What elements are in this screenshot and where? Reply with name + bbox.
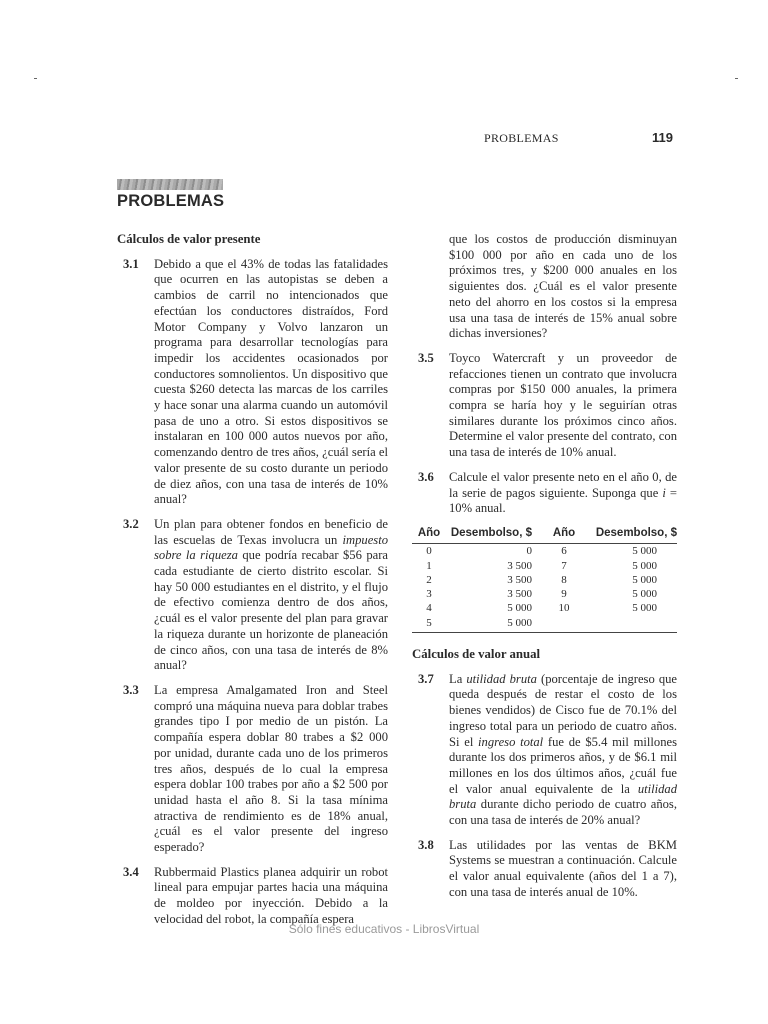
problem-text: Toyco Watercraft y un proveedor de refacciones tienen un contrato que involucra compras por $150 000 anuales, la primera compra se haría hoy y le seguirían otras similares durante los próximos cinco años. Determine el valor presente del contrato, con una tasa de interés de 10% anual. (449, 350, 677, 460)
table-row (412, 573, 677, 587)
problem-3-3 (117, 683, 388, 856)
problem-number: 3.8 (418, 837, 434, 852)
subheading-present-value: Cálculos de valor presente (117, 232, 261, 246)
table-row (412, 616, 677, 633)
problem-text: Calcule el valor presente neto en el año 0, de la serie de pagos siguiente. Suponga que i = 10% anual. (449, 469, 677, 516)
column-header: Desembolso, $ (586, 526, 677, 544)
problem-3-2 (117, 517, 388, 674)
problem-number: 3.6 (418, 469, 434, 484)
problem-3-7 (412, 672, 677, 829)
table-cell: 8 (561, 573, 567, 586)
problem-3-8 (412, 838, 677, 901)
table-cell (586, 616, 677, 633)
problem-text: Debido a que el 43% de todas las fatalidades que ocurren en las autopistas se deben a cambios de carril no intencionados que efectúan los conductores distraídos, Ford Motor Company y Volvo lanzaron un programa para desarrollar tecnologías para impedir los accidentes ocasionados por conductores somnolientos. Un dispositivo que cuesta $260 detecta las marcas de los carriles y hace sonar una alarma cuando un automóvil pasa de uno a otro. Si estos dispositivos se instalaran en 100 000 autos nuevos por año, comenzando dentro de tres años, ¿cuál sería el valor presente de su costo durante un periodo de diez años, con una tasa de interés de 10% anual? (154, 256, 388, 507)
table-cell: 6 (561, 545, 567, 558)
table-cell: 5 (412, 616, 446, 633)
table-cell: 5 000 (632, 573, 657, 586)
footer-watermark: Sólo fines educativos - LibrosVirtual (288, 922, 480, 936)
table-cell: 10 (558, 602, 570, 615)
table-row (412, 587, 677, 601)
problem-number: 3.5 (418, 350, 434, 365)
table-cell: 9 (561, 588, 567, 601)
crop-mark-right (735, 78, 738, 79)
table-cell: 0 (426, 545, 432, 558)
table-cell: 5 000 (632, 588, 657, 601)
problem-3-6 (412, 470, 677, 517)
table-cell: 5 000 (632, 545, 657, 558)
table-cell: 3 (426, 588, 432, 601)
problem-3-4-continuation: que los costos de producción disminuyan $100 000 por año en cada uno de los próximos tres, y $200 000 anuales en los siguientes dos. ¿Cuál es el valor presente neto del ahorro en los costos si la empresa usa una tasa de interés de 15% anual sobre dichas inversiones? (449, 232, 677, 341)
section-decoration-bar (117, 179, 223, 190)
problem-3-1 (117, 257, 388, 508)
column-header: Año (542, 526, 586, 544)
left-column (117, 232, 388, 937)
problem-number: 3.7 (418, 671, 434, 686)
crop-mark-left (34, 78, 37, 79)
running-header-title: PROBLEMAS (484, 131, 559, 145)
subheading-annual-value: Cálculos de valor anual (412, 647, 541, 662)
problem-number: 3.4 (123, 864, 139, 879)
table-cell: 4 (426, 602, 432, 615)
table-cell: 1 (426, 559, 432, 572)
table-cell: 3 500 (507, 588, 532, 601)
column-header: Desembolso, $ (446, 526, 542, 544)
problem-text: Rubbermaid Plastics planea adquirir un robot lineal para empujar partes hacia una máquina de moldeo por inyección. Debido a la velocidad del robot, la compañía espera (154, 864, 388, 926)
table-row (412, 544, 677, 559)
page-number: 119 (652, 130, 673, 145)
table-cell (542, 616, 586, 633)
table-cell: 0 (526, 545, 532, 558)
problem-number: 3.3 (123, 682, 139, 697)
table-cell: 5 000 (507, 602, 532, 615)
right-column (412, 232, 677, 910)
table-cell: 3 500 (507, 559, 532, 572)
table-cell: 5 000 (632, 602, 657, 615)
problem-text: Un plan para obtener fondos en beneficio de las escuelas de Texas involucra un impuesto sobre la riqueza que podría recabar $56 para cada estudiante de cierto distrito escolar. Si hay 50 000 estudiantes en el distrito, y el flujo de efectivo comienza dentro de dos años, ¿cuál es el valor presente del plan para gravar la riqueza durante un horizonte de planeación de cinco años, con una tasa de interés de 8% anual? (154, 516, 388, 673)
table-cell: 2 (426, 573, 432, 586)
problem-3-5 (412, 351, 677, 461)
table-cell: 3 500 (507, 573, 532, 586)
table-cell: 5 000 (446, 616, 542, 633)
table-row (412, 559, 677, 573)
section-title: PROBLEMAS (117, 192, 225, 210)
column-header: Año (412, 526, 446, 544)
payment-table (412, 526, 677, 633)
problem-number: 3.1 (123, 256, 139, 271)
problem-text: La utilidad bruta (porcentaje de ingreso que queda después de restar el costo de los bienes vendidos) de Cisco fue de 70.1% del ingreso total para un periodo de cuatro años. Si el ingreso total fue de $5.4 mil millones durante los dos primeros años, y de $6.1 mil millones en los dos últimos años, ¿cuál fue el valor anual equivalente de la utilidad bruta durante dicho periodo de cuatro años, con una tasa de interés de 20% anual? (449, 671, 678, 828)
problem-3-4 (117, 865, 388, 928)
table-header-row (412, 526, 677, 544)
problem-text: Las utilidades por las ventas de BKM Systems se muestran a continuación. Calcule el valor anual equivalente (años del 1 a 7), con una tasa de interés anual de 10%. (449, 837, 677, 899)
problem-text: La empresa Amalgamated Iron and Steel compró una máquina nueva para doblar trabes grandes tipo I por medio de un pistón. La compañía espera doblar 80 trabes a $2 000 por unidad, durante cada uno de los primeros tres años, después de lo cual la empresa espera doblar 100 trabes por año a $2 500 por unidad hasta el año 8. Si la tasa mínima atractiva de rendimiento es de 18% anual, ¿cuál es el valor presente del ingreso esperado? (154, 682, 388, 855)
problem-number: 3.2 (123, 516, 139, 531)
table-cell: 7 (561, 559, 567, 572)
table-cell: 5 000 (632, 559, 657, 572)
table-row (412, 601, 677, 615)
